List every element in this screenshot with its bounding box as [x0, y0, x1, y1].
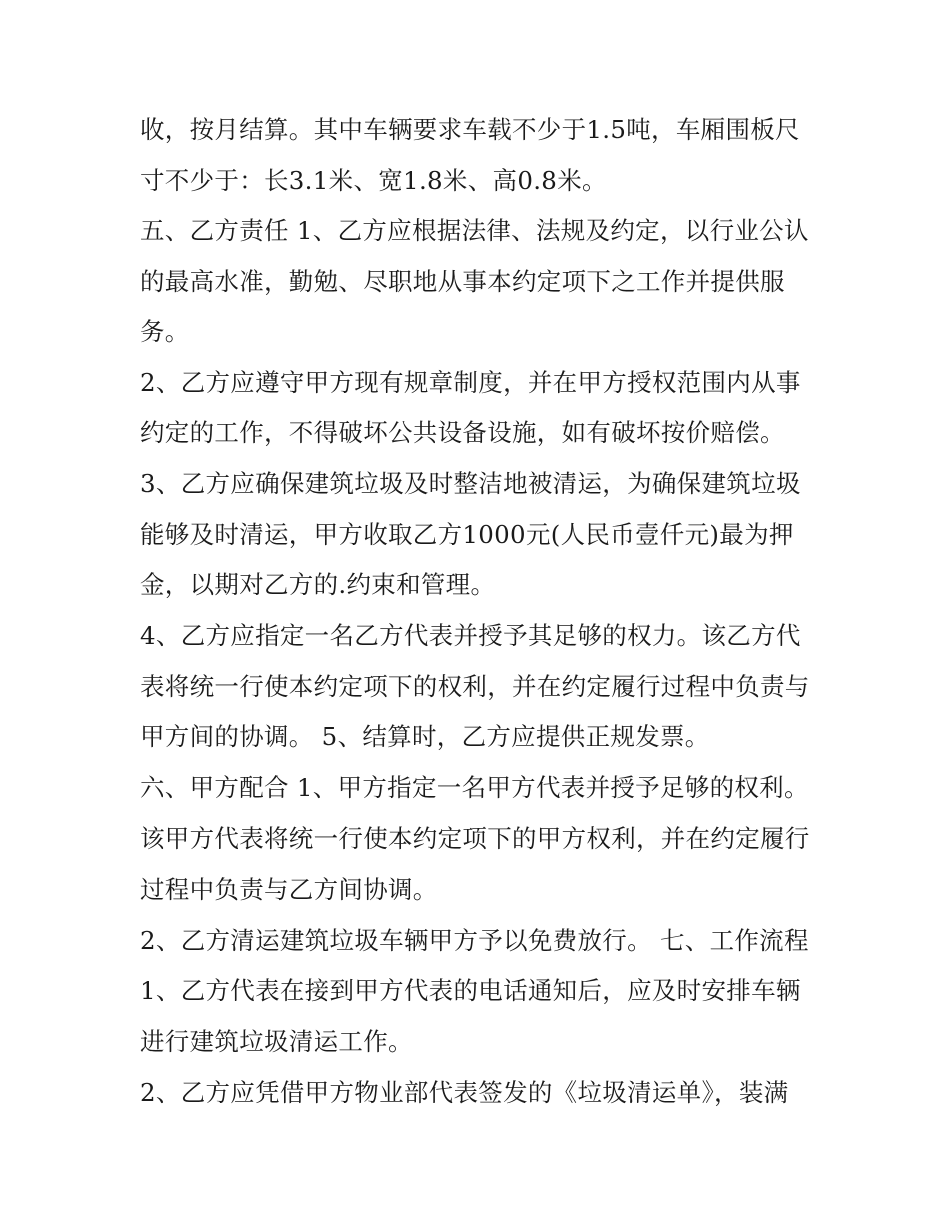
text-line: 3、乙方应确保建筑垃圾及时整洁地被清运，为确保建筑垃圾 [140, 469, 801, 498]
text-line: 2、乙方清运建筑垃圾车辆甲方予以免费放行。 七、工作流程 [140, 926, 809, 955]
text-line: 务。 [140, 317, 190, 346]
text-line: 1、乙方代表在接到甲方代表的电话通知后，应及时安排车辆 [140, 976, 801, 1005]
text-line: 金，以期对乙方的.约束和管理。 [140, 570, 496, 599]
text-line: 五、乙方责任 1、乙方应根据法律、法规及约定，以行业公认 [140, 216, 809, 245]
text-line: 进行建筑垃圾清运工作。 [140, 1027, 413, 1056]
text-line: 2、乙方应凭借甲方物业部代表签发的《垃圾清运单》，装满 [140, 1078, 789, 1107]
text-line: 约定的工作，不得破坏公共设备设施，如有破坏按价赔偿。 [140, 418, 785, 447]
text-line: 六、甲方配合 1、甲方指定一名甲方代表并授予足够的权利。 [140, 773, 809, 802]
text-line: 寸不少于：长3.1米、宽1.8米、高0.8米。 [140, 166, 607, 195]
text-line: 能够及时清运，甲方收取乙方1000元(人民币壹仟元)最为押 [140, 520, 794, 549]
text-line: 收，按月结算。其中车辆要求车载不少于1.5吨，车厢围板尺 [140, 115, 800, 144]
text-line: 过程中负责与乙方间协调。 [140, 875, 438, 904]
text-line: 表将统一行使本约定项下的权利，并在约定履行过程中负责与 [140, 672, 810, 701]
text-line: 的最高水准，勤勉、尽职地从事本约定项下之工作并提供服 [140, 267, 785, 296]
text-line: 甲方间的协调。 5、结算时，乙方应提供正规发票。 [140, 722, 710, 751]
text-line: 2、乙方应遵守甲方现有规章制度，并在甲方授权范围内从事 [140, 368, 801, 397]
text-line: 该甲方代表将统一行使本约定项下的甲方权利，并在约定履行 [140, 824, 810, 853]
text-line: 4、乙方应指定一名乙方代表并授予其足够的权力。该乙方代 [140, 621, 801, 650]
